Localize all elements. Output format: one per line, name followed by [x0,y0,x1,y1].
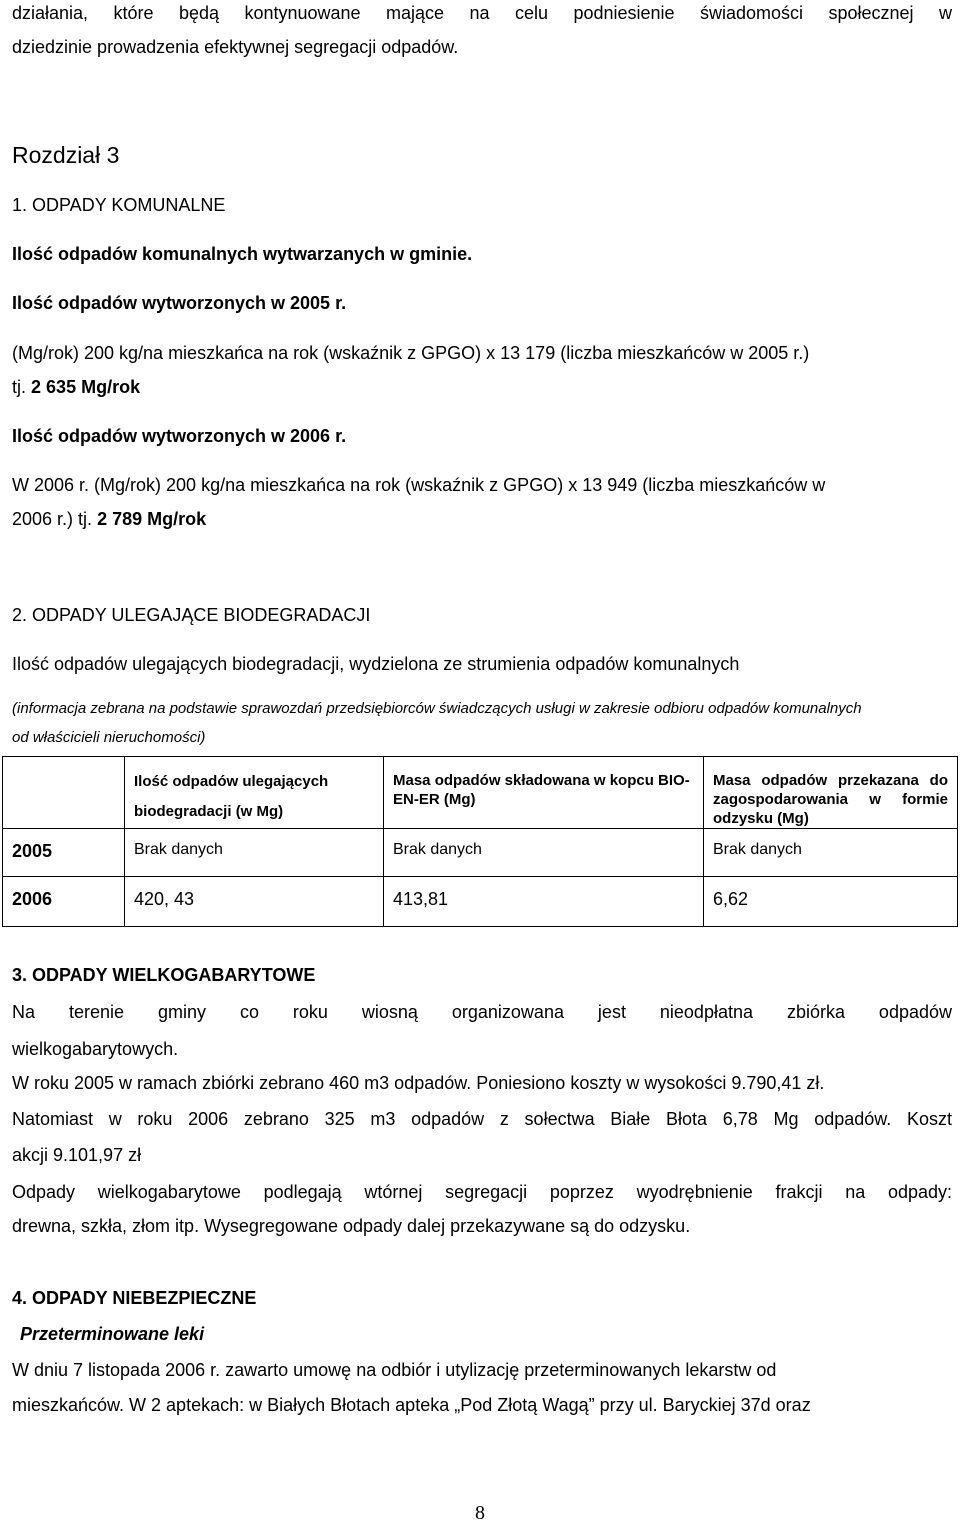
section-4-title: 4. ODPADY NIEBEZPIECZNE [12,1288,257,1308]
table-cell: Brak danych [384,829,704,877]
calc-2005-result: 2 635 Mg/rok [31,377,141,397]
table-row-year: 2006 [3,877,125,927]
calc-2006-result: 2 789 Mg/rok [97,509,207,529]
section-3-p4-line-2: drewna, szkła, złom itp. Wysegregowane odpady dalej przekazywane są do odzysku. [12,1216,691,1236]
section-3-title-text: 3. ODPADY WIELKOGABARYTOWE [12,965,316,985]
table-header-biodegradable [125,757,384,829]
table-row-year: 2005 [3,829,125,877]
section-4-p1-line-2: mieszkańców. W 2 aptekach: w Białych Błotach apteka „Pod Złotą Wagą” przy ul. Baryckiej 37d oraz [12,1395,811,1415]
calc-2006-line-1: W 2006 r. (Mg/rok) 200 kg/na mieszkańca na rok (wskaźnik z GPGO) x 13 949 (liczba mieszkańców w [12,475,826,495]
biodegradable-waste-table [2,756,958,927]
table-header-biodegradable-text: Ilość odpadów ulegających biodegradacji (w Mg) [134,773,329,820]
section-3-p1-line-1: Na terenie gminy co roku wiosną organizowana jest nieodpłatna zbiórka odpadów [12,1002,952,1022]
table-header-bio-en-er-text: Masa odpadów składowana w kopcu BIO-EN-ER (Mg) [393,772,690,808]
section-2-note-line-1: (informacja zebrana na podstawie sprawozdań przedsiębiorców świadczących usługi w zakresie odbioru odpadów komunalnych [12,700,862,717]
table-header-bio-en-er [384,757,704,829]
page-number: 8 [475,1502,485,1524]
section-3-title [12,964,315,986]
table-header-recovery-text: Masa odpadów przekazana do zagospodarowania w formie odzysku (Mg) [713,772,948,827]
chapter-title: Rozdział 3 [12,142,120,168]
section-4-subtitle: Przeterminowane leki [20,1324,205,1344]
intro-line-2: dziedzinie prowadzenia efektywnej segregacji odpadów. [12,37,459,57]
section-1-subtitle: Ilość odpadów komunalnych wytwarzanych w gminie. [12,244,473,264]
calc-2005-line-2 [12,376,140,398]
table-row [3,829,958,877]
section-3-p3-line-1: Natomiast w roku 2006 zebrano 325 m3 odpadów z sołectwa Białe Błota 6,78 Mg odpadów. Koszt [12,1109,952,1129]
section-4-p1-line-1: W dniu 7 listopada 2006 r. zawarto umowę na odbiór i utylizację przeterminowanych lekarstw od [12,1360,777,1380]
table-cell: Brak danych [704,829,958,877]
table-row [3,877,958,927]
section-3-p2: W roku 2005 w ramach zbiórki zebrano 460 m3 odpadów. Poniesiono koszty w wysokości 9.790,41 zł. [12,1073,825,1093]
section-2-description: Ilość odpadów ulegających biodegradacji, wydzielona ze strumienia odpadów komunalnych [12,654,740,674]
section-3-p3-line-2: akcji 9.101,97 zł [12,1145,142,1165]
table-header-recovery [704,757,958,829]
waste-2006-heading: Ilość odpadów wytworzonych w 2006 r. [12,426,347,446]
table-cell: 413,81 [384,877,704,927]
calc-2005-tj: tj. [12,377,27,397]
table-cell: 420, 43 [125,877,384,927]
section-3-p4-line-1: Odpady wielkogabarytowe podlegają wtórnej segregacji poprzez wyodrębnienie frakcji na odpady: [12,1182,952,1202]
table-cell: 6,62 [704,877,958,927]
section-2-note-line-2: od właścicieli nieruchomości) [12,729,206,746]
section-3-p1-line-2: wielkogabarytowych. [12,1039,179,1059]
section-2-title: 2. ODPADY ULEGAJĄCE BIODEGRADACJI [12,605,371,625]
table-header-row [3,757,958,829]
intro-line-1: działania, które będą kontynuowane mające na celu podniesienie świadomości społecznej w [12,3,952,23]
calc-2005-line-1: (Mg/rok) 200 kg/na mieszkańca na rok (wskaźnik z GPGO) x 13 179 (liczba mieszkańców w 2005 r.) [12,343,810,363]
table-header-empty [3,757,125,829]
section-1-title: 1. ODPADY KOMUNALNE [12,195,226,215]
waste-2005-heading: Ilość odpadów wytworzonych w 2005 r. [12,293,347,313]
calc-2006-tj: 2006 r.) tj. [12,509,93,529]
calc-2006-line-2 [12,508,206,530]
table-cell: Brak danych [125,829,384,877]
